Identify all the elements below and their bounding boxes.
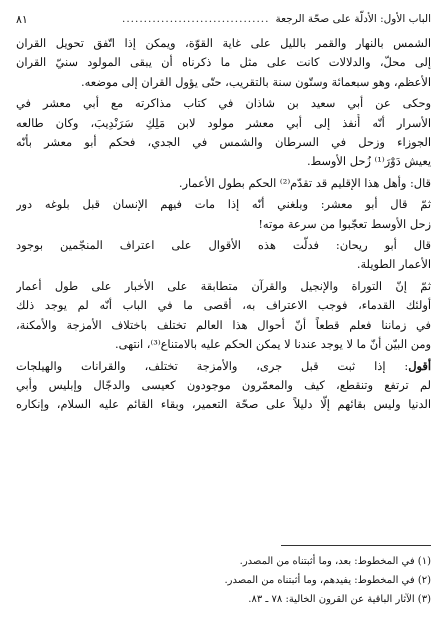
footnote: (٣) الآثار الباقية عن القرون الخالية: ٧٨ ـ ٨٣. xyxy=(248,594,431,605)
text-line: يعيش دَوْرَ⁽¹⁾ زُحل الأوسط. xyxy=(306,154,431,169)
footnotes xyxy=(16,552,431,609)
bold-lead-word: أقول xyxy=(408,358,431,373)
text-line: إلى محلّ، والدلالات كانت على مثل ما ذكرناه أن يبقى المولود سنيّ القران xyxy=(16,55,431,70)
paragraph xyxy=(16,174,431,193)
text-line: أقول: إذا ثبت قبل جرى، والأمزجة تختلف، والقرانات والهيلجات xyxy=(16,358,431,373)
text-line: الأعظم، وهو سبعمائة وستّون سنة بالتقريب، حتّى يؤول القران إلى موضعه. xyxy=(81,74,431,89)
text-line: لم ترتفع وتنقطع، كيف والمعمّرون موجودون كعيسى والدجّال وإبليس وأبي xyxy=(16,377,431,392)
text-line: ثمّ إنّ التوراة والإنجيل والقرآن متطابقة على الأخبار على طول أعمار xyxy=(16,278,431,293)
text-line: الجوزاء وزحل في السرطان والشمس في الجدي، فحكم أبو معشر بأنّه xyxy=(16,135,431,150)
text-line: في زماننا فعلم قطعاً أنّ أحوال هذا العالم تختلف باختلاف الأمزجة والأمكنة، xyxy=(16,317,431,332)
paragraph xyxy=(16,357,431,415)
footnote: (٢) في المخطوط: يفيدهم، وما أثبتناه من المصدر. xyxy=(224,575,431,586)
paragraph xyxy=(16,34,431,92)
paragraph xyxy=(16,94,431,172)
paragraph xyxy=(16,277,431,355)
footnote: (١) في المخطوط: بعد، وما أثبتناه من المصدر. xyxy=(239,556,431,567)
text-line: وحكى عن أبي سعيد بن شاذان في كتاب مذاكرته مع أبي معشر في xyxy=(16,96,431,111)
footnote-divider xyxy=(281,545,431,546)
text-line: قال أبو ريحان: فدلّت هذه الأقوال على اعتراف المنجّمين بوجود xyxy=(16,238,431,253)
text-line: أولئك القدماء، فوجب الاعتراف به، أقصى ما في الباب أنّه لم يوجد ذلك xyxy=(16,298,431,313)
text-line: ثمّ قال أبو معشر: وبلغني أنّه إذا مات فيهم الإنسان قبل بلوغه دور xyxy=(16,197,431,212)
text-line: الشمس بالنهار والقمر بالليل على غاية القوّة، ويمكن إذا اتّفق تحويل القران xyxy=(16,36,431,50)
paragraph xyxy=(16,236,431,275)
chapter-title: الباب الأول: الأدلّة على صحّة الرجعة xyxy=(275,13,431,25)
text-line: الأسرار أنّه أُنفذ إلى أبي معشر مولود لابن مَلِكِ سَرَنْدِيبَ، وكان طالعه xyxy=(16,115,431,130)
header-leader-dots: .................................. xyxy=(121,13,270,25)
text-line: ومن البيّن أنّ ما لا يوجد عندنا لا يمكن الحكم عليه بالامتناع⁽³⁾، انتهى. xyxy=(115,337,431,352)
page-number: ٨١ xyxy=(16,12,28,26)
running-header xyxy=(16,8,431,30)
text-line: الدنيا وليس بقائهم إلّا دليلاً على صحّة التعمير، وبقاء القائم عليه السلام، وإنكاره xyxy=(16,397,431,412)
main-text xyxy=(16,34,431,417)
text-line: زحل الأوسط تعجّبوا من سرعة موته! xyxy=(258,216,431,231)
paragraph xyxy=(16,195,431,234)
text-line: الأعمار الطويلة. xyxy=(356,257,431,272)
text-line: قال: وأهل هذا الإقليم قد تقدّم⁽²⁾ الحكم بطول الأعمار. xyxy=(178,175,431,190)
